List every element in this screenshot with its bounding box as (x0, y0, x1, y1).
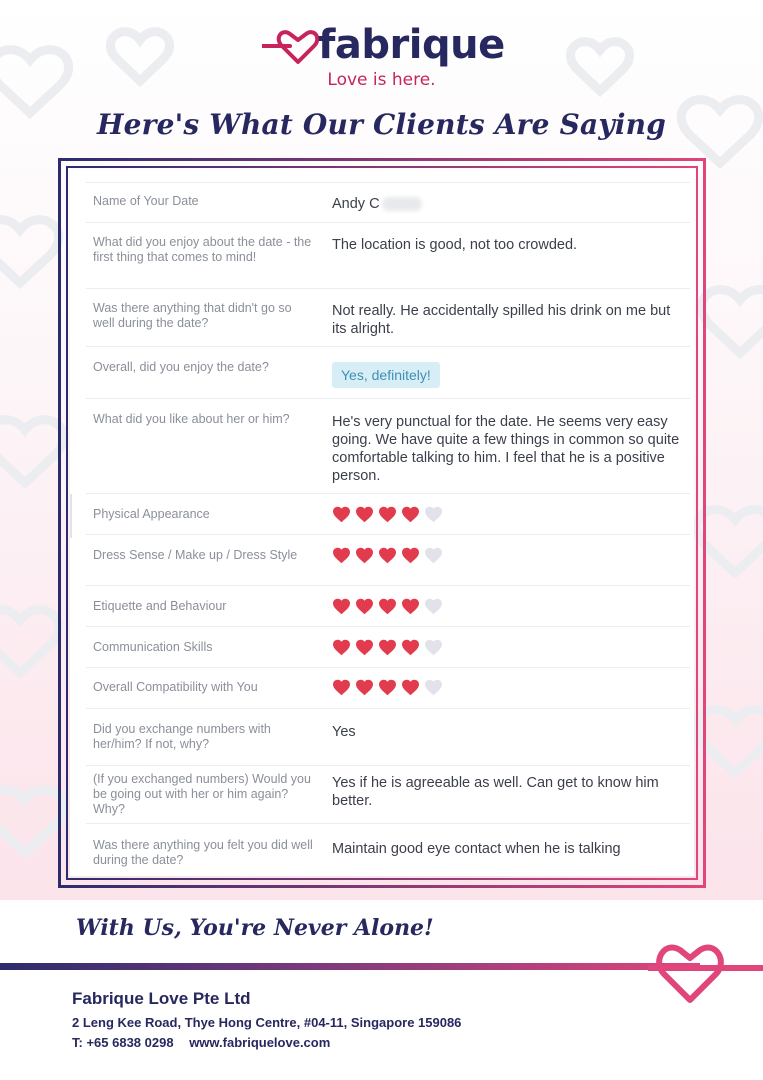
heart-filled-icon (355, 639, 374, 656)
answer-text: Yes (332, 724, 356, 740)
heart-filled-icon (332, 639, 351, 656)
answer-text: He's very punctual for the date. He seems very easy going. We have quite a few things in common so quite comfortable talking to him. I feel that he is a positive person. (332, 414, 680, 484)
question-label: Dress Sense / Make up / Dress Style (93, 548, 298, 562)
rating-hearts (332, 547, 447, 565)
question-label: What did you like about her or him? (93, 412, 290, 426)
rating-hearts (332, 679, 447, 697)
heart-empty-icon (424, 506, 443, 523)
row-divider (86, 585, 690, 586)
heart-filled-icon (332, 598, 351, 615)
heart-filled-icon (401, 547, 420, 564)
question-label: Etiquette and Behaviour (93, 599, 227, 613)
heart-logo-icon (262, 26, 326, 66)
row-divider (86, 493, 690, 494)
question-label: Was there anything you felt you did well during the date? (93, 838, 313, 867)
heart-filled-icon (355, 598, 374, 615)
brand-logo (0, 18, 763, 88)
row-divider (86, 288, 690, 289)
brand-name: fabrique (318, 22, 505, 68)
answer-text: Maintain good eye contact when he is talking (332, 841, 621, 857)
company-name: Fabrique Love Pte Ltd (72, 989, 251, 1008)
heart-filled-icon (378, 679, 397, 696)
answer-text: Not really. He accidentally spilled his drink on me but its alright. (332, 303, 671, 337)
question-label: What did you enjoy about the date - the first thing that comes to mind! (93, 235, 312, 264)
footer-heart-icon (648, 930, 763, 1010)
heart-filled-icon (401, 598, 420, 615)
heart-empty-icon (424, 598, 443, 615)
rating-hearts (332, 506, 447, 524)
heart-filled-icon (401, 639, 420, 656)
row-divider (86, 398, 690, 399)
heart-filled-icon (355, 506, 374, 523)
heart-filled-icon (378, 547, 397, 564)
slogan: With Us, You're Never Alone! (76, 915, 434, 941)
question-label: (If you exchanged numbers) Would you be going out with her or him again? Why? (93, 772, 311, 816)
row-divider (86, 534, 690, 535)
heart-filled-icon (332, 506, 351, 523)
question-label: Was there anything that didn't go so well during the date? (93, 301, 292, 330)
heart-empty-icon (424, 547, 443, 564)
heart-filled-icon (332, 547, 351, 564)
question-label: Name of Your Date (93, 194, 199, 208)
row-divider (86, 708, 690, 709)
answer-text: Yes if he is agreeable as well. Can get to know him better. (332, 775, 659, 809)
heart-filled-icon (378, 598, 397, 615)
answer-badge-row (332, 362, 682, 388)
heart-empty-icon (424, 639, 443, 656)
footer-gradient-band (0, 963, 700, 970)
phone-number: T: +65 6838 0298 (72, 1035, 174, 1050)
answer-date-name (332, 195, 682, 213)
row-divider (86, 222, 690, 223)
answer-text: The location is good, not too crowded. (332, 237, 578, 253)
heart-filled-icon (332, 679, 351, 696)
contact-line (72, 1035, 342, 1050)
answer-text: Andy C (332, 196, 380, 212)
question-label: Overall Compatibility with You (93, 680, 258, 694)
row-divider (86, 182, 690, 183)
page-headline: Here's What Our Clients Are Saying (96, 108, 666, 141)
brand-tagline: Love is here. (327, 70, 436, 90)
rating-hearts (332, 639, 447, 657)
question-label: Communication Skills (93, 640, 213, 654)
heart-filled-icon (378, 506, 397, 523)
review-card (70, 170, 694, 876)
heart-filled-icon (378, 639, 397, 656)
question-label: Physical Appearance (93, 507, 210, 521)
heart-filled-icon (401, 506, 420, 523)
row-highlight-marker (70, 494, 72, 538)
row-divider (86, 346, 690, 347)
company-address: 2 Leng Kee Road, Thye Hong Centre, #04-11, Singapore 159086 (72, 1015, 462, 1030)
question-label: Did you exchange numbers with her/him? If not, why? (93, 722, 271, 751)
rating-hearts (332, 598, 447, 616)
website-link[interactable]: www.fabriquelove.com (189, 1035, 331, 1050)
heart-empty-icon (424, 679, 443, 696)
heart-filled-icon (355, 679, 374, 696)
question-label: Overall, did you enjoy the date? (93, 360, 269, 374)
row-divider (86, 667, 690, 668)
heart-filled-icon (355, 547, 374, 564)
row-divider (86, 626, 690, 627)
heart-filled-icon (401, 679, 420, 696)
row-divider (86, 823, 690, 824)
redacted-surname (382, 197, 422, 211)
enjoyed-badge: Yes, definitely! (332, 362, 440, 388)
row-divider (86, 765, 690, 766)
